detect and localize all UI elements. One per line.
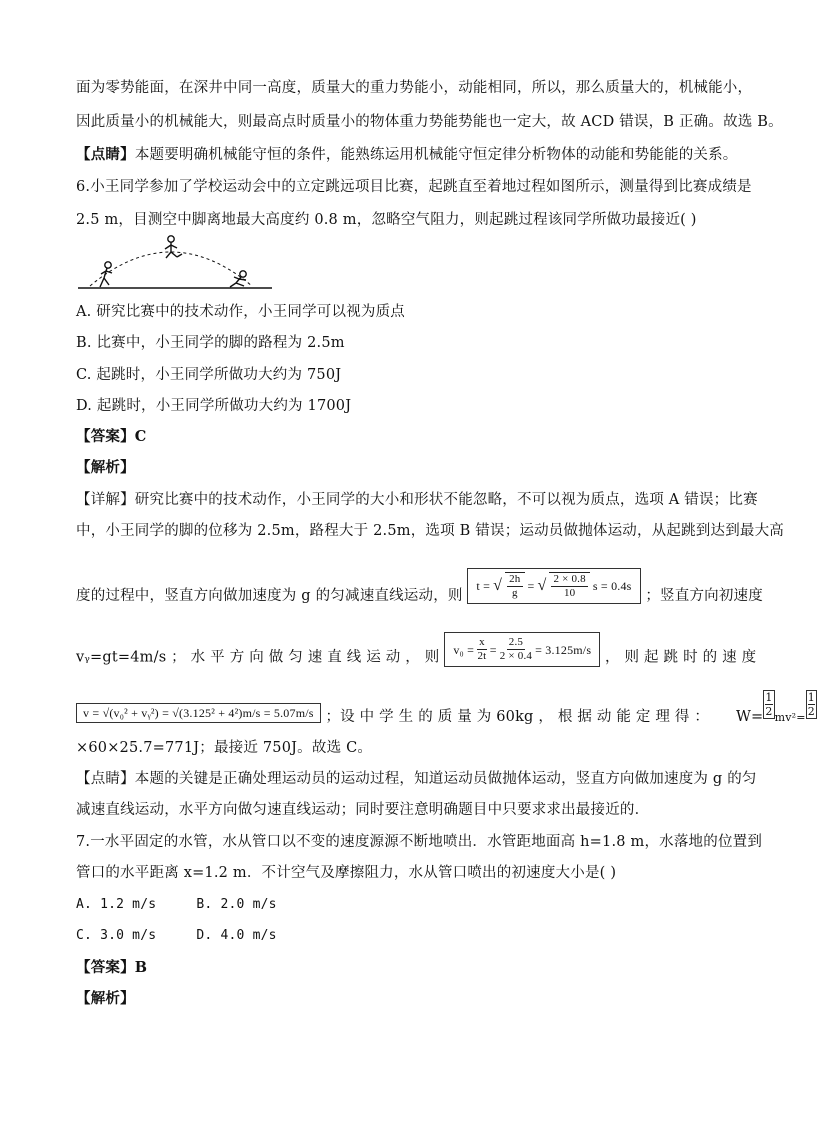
analysis-7-heading: 【解析】: [76, 990, 135, 1007]
formula-part: = 3.125m/s: [535, 642, 592, 657]
detail-line-2: 中，小王同学的脚的位移为 2.5m，路程大于 2.5m，选项 B 错误；运动员做抛体运动，从起跳到达到最大高: [76, 523, 785, 539]
fraction-box: [763, 690, 774, 719]
formula-part: s = 0.4s: [592, 579, 632, 593]
formula-part: 2 × 0.8: [553, 573, 586, 585]
formula-part: x: [479, 636, 485, 648]
detail-text: 度的过程中，竖直方向做加速度为 g 的匀减速直线运动，则: [76, 588, 463, 604]
jumper-airborne: [165, 236, 182, 258]
formula-part: t =: [476, 579, 491, 593]
fraction-num: 1: [807, 691, 815, 704]
detail-line-6: ×60×25.7=771J；最接近 750J。故选 C。: [76, 740, 373, 756]
formula-part: 10: [563, 587, 576, 599]
formula-time: t = √ $\frac{2h}{g}$ = √ $\frac{2 \times 0.8}{10}$ s = 0.4s: [467, 568, 640, 604]
formula-part: 2 × 0.4: [499, 650, 533, 662]
option-b: B. 比赛中，小王同学的脚的路程为 2.5m: [76, 335, 345, 351]
question-7-options-cd: C. 3.0 m/s D. 4.0 m/s: [76, 928, 277, 943]
formula-part: =: [527, 579, 535, 593]
formula-part: 2t: [477, 650, 487, 662]
note-tag: 【点睛】: [76, 146, 135, 163]
answer-6: 【答案】C: [76, 428, 147, 445]
question-6-line-1: 6.小王同学参加了学校运动会中的立定跳远项目比赛，起跳直至着地过程如图所示，测量得到比赛成绩是: [76, 179, 752, 195]
detail-line-4: [76, 636, 757, 675]
note-line: [76, 145, 754, 165]
option-c: C. 起跳时，小王同学所做功大约为 750J: [76, 367, 342, 383]
detail-text: mv²=: [774, 711, 806, 724]
formula-part: 2h: [509, 573, 521, 585]
detail-line-1: 【详解】研究比赛中的技术动作，小王同学的大小和形状不能忽略，不可以视为质点，选项 A 错误；比赛: [76, 492, 758, 508]
formula-part: g: [511, 587, 518, 599]
formula-horizontal-velocity: [444, 632, 600, 667]
formula-takeoff-speed: v = √(v₀² + vᵧ²) = √(3.125² + 4²)m/s = 5.07m/s: [76, 703, 321, 723]
option-a: A. 研究比赛中的技术动作，小王同学可以视为质点: [76, 304, 405, 320]
detail-text: ， 则 起 跳 时 的 速 度: [605, 649, 757, 666]
trajectory-arc: [90, 252, 252, 286]
answer-7: 【答案】B: [76, 959, 148, 976]
question-7-line-2: 管口的水平距离 x=1.2 m．不计空气及摩擦阻力，水从管口喷出的初速度大小是( ): [76, 865, 617, 881]
detail-line-5: [76, 691, 815, 728]
question-7-line-1: 7.一水平固定的水管，水从管口以不变的速度源源不断地喷出．水管距地面高 h=1.8 m，水落地的位置到: [76, 834, 763, 850]
note-line-3: 减速直线运动，水平方向做匀速直线运动；同时要注意明确题目中只要求求出最接近的．: [76, 802, 650, 818]
note-text: 本题要明确机械能守恒的条件，能熟练运用机械能守恒定律分析物体的动能和势能能的关系。: [134, 147, 738, 163]
analysis-6-heading: 【解析】: [76, 459, 135, 476]
fraction-den: 2: [807, 705, 815, 718]
question-6-line-2: 2.5 m，目测空中脚离地最大高度约 0.8 m，忽略空气阻力，则起跳过程该同学所做功最接近( ): [76, 212, 697, 228]
text-line: 面为零势能面，在深井中同一高度，质量大的重力势能小，动能相同，所以，那么质量大的，机械能小，: [76, 80, 753, 96]
fraction-box: [806, 690, 817, 719]
long-jump-figure: [76, 228, 276, 294]
question-7-options-ab: A. 1.2 m/s B. 2.0 m/s: [76, 897, 277, 912]
note-line-2: 【点睛】本题的关键是正确处理运动员的运动过程，知道运动员做抛体运动，竖直方向做加速度为 g 的匀: [76, 771, 757, 787]
formula-part: v₀ =: [453, 642, 475, 657]
detail-line-3: [76, 573, 763, 614]
text-line: 因此质量小的机械能大，则最高点时质量小的物体重力势能势能也一定大，故 ACD 错误，B 正确。故选 B。: [76, 114, 783, 130]
detail-text: vᵧ=gt=4m/s ； 水 平 方 向 做 匀 速 直 线 运 动 ， 则: [76, 649, 440, 666]
fraction-num: 1: [765, 691, 773, 704]
fraction-den: 2: [765, 705, 773, 718]
detail-text: ；设 中 学 生 的 质 量 为 60kg ， 根 据 动 能 定 理 得 ：: [325, 709, 710, 725]
formula-part: =: [489, 642, 497, 657]
formula-part: 2.5: [508, 636, 524, 648]
detail-text: ；竖直方向初速度: [645, 588, 763, 604]
detail-text: W=: [735, 709, 764, 725]
option-d: D. 起跳时，小王同学所做功大约为 1700J: [76, 398, 352, 414]
